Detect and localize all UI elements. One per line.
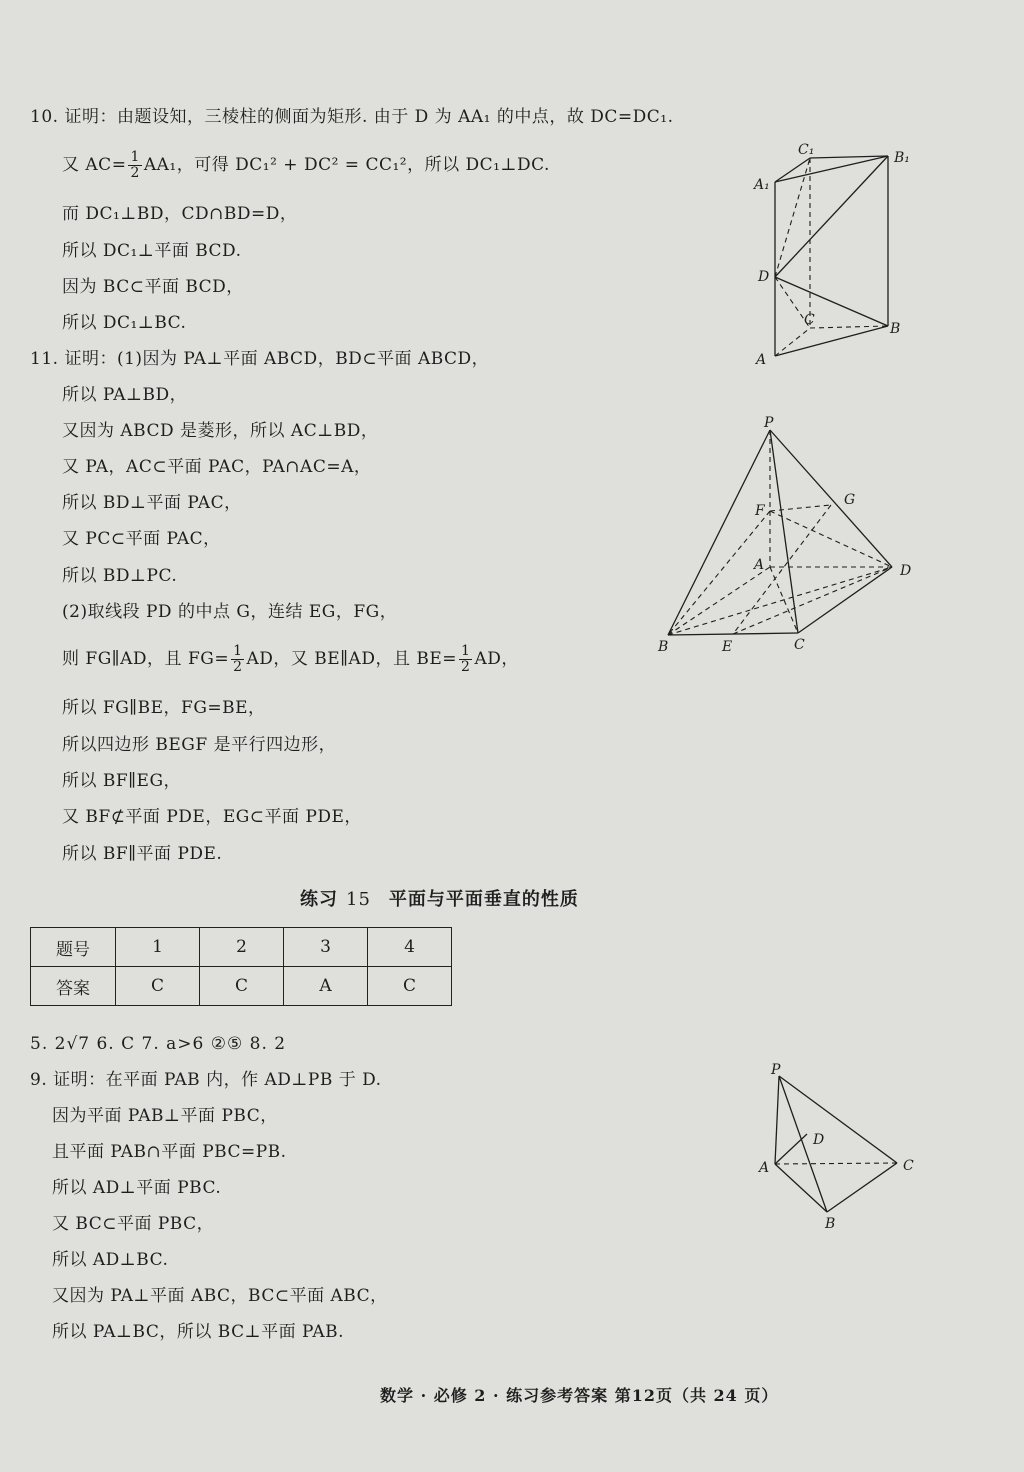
- p11-line-6: 又 PC⊂平面 PAC，: [62, 529, 221, 549]
- p10-line-5: 因为 BC⊂平面 BCD，: [62, 277, 244, 297]
- p11-line-1: 11. 证明：(1)因为 PA⊥平面 ABCD，BD⊂平面 ABCD，: [30, 349, 490, 369]
- edge-a-b: [775, 326, 888, 356]
- label-g: G: [844, 492, 856, 508]
- p11-line-10: 所以 FG∥BE，FG=BE，: [62, 698, 266, 718]
- label-p: P: [771, 1062, 781, 1078]
- edge-c-d: [798, 567, 892, 633]
- table-cell: 题号: [31, 928, 116, 967]
- label-b: B: [890, 321, 901, 337]
- p9-line-5: 又 BC⊂平面 PBC，: [52, 1214, 215, 1234]
- p11-line-12: 所以 BF∥EG，: [62, 771, 182, 791]
- short-answers: 5. 2√7 6. C 7. a>6 ②⑤ 8. 2: [30, 1034, 287, 1054]
- p11-line-14: 所以 BF∥平面 PDE.: [62, 844, 223, 864]
- label-b: B: [658, 639, 669, 655]
- edge-b-c: [827, 1163, 897, 1212]
- table-cell: C: [200, 967, 284, 1006]
- p11-line-4: 又 PA，AC⊂平面 PAC，PA∩AC=A，: [62, 457, 372, 477]
- edge-p-b: [668, 430, 770, 635]
- section-title: 练习 15 平面与平面垂直的性质: [300, 889, 579, 910]
- table-cell: 2: [200, 928, 284, 967]
- p9-line-6: 所以 AD⊥BC.: [52, 1250, 169, 1270]
- p10-line-6: 所以 DC₁⊥BC.: [62, 313, 187, 333]
- edge-c1-b1: [810, 156, 888, 158]
- edge-b-a: [668, 567, 770, 635]
- edge-f-g: [770, 505, 831, 511]
- prism-figure: [740, 130, 940, 380]
- label-a1: A₁: [754, 177, 770, 193]
- p11-line-8: (2)取线段 PD 的中点 G，连结 EG，FG，: [62, 602, 398, 622]
- p11-line-13: 又 BF⊄平面 PDE，EG⊂平面 PDE，: [62, 807, 362, 827]
- edge-c-b: [810, 326, 888, 328]
- label-b1: B₁: [894, 150, 910, 166]
- edge-a-c: [775, 1163, 897, 1164]
- tetrahedron-figure: [755, 1062, 925, 1232]
- label-c: C: [794, 637, 805, 653]
- label-d: D: [758, 269, 770, 285]
- label-a: A: [756, 352, 767, 368]
- label-f: F: [755, 503, 765, 519]
- edge-f-b: [668, 511, 770, 635]
- table-cell: 1: [116, 928, 200, 967]
- p10-line-1: 10. 证明：由题设知，三棱柱的侧面为矩形. 由于 D 为 AA₁ 的中点，故 DC=DC₁.: [30, 107, 674, 127]
- edge-a1-b1: [775, 156, 888, 182]
- label-d: D: [900, 563, 912, 579]
- p11-line-9b: AD，又 BE∥AD，且 BE=: [246, 649, 458, 669]
- p9-line-8: 所以 PA⊥BC，所以 BC⊥平面 PAB.: [52, 1322, 345, 1342]
- p10-line-2a: 又 AC=: [62, 155, 127, 175]
- label-e: E: [722, 639, 733, 655]
- table-cell: 3: [284, 928, 368, 967]
- fraction-half: $\frac{1}{2}$: [130, 149, 140, 181]
- p9-line-2: 因为平面 PAB⊥平面 PBC，: [52, 1106, 278, 1126]
- label-c: C: [804, 312, 815, 328]
- pyramid-figure: [650, 415, 930, 660]
- p10-line-2: [62, 150, 550, 181]
- edge-b-d: [668, 567, 892, 635]
- p10-line-2b: AA₁，可得 DC₁² + DC² = CC₁²，所以 DC₁⊥DC.: [143, 155, 550, 175]
- label-p: P: [764, 415, 774, 431]
- p11-line-7: 所以 BD⊥PC.: [62, 566, 178, 586]
- p11-line-9c: AD，: [474, 649, 519, 669]
- edge-e-d: [733, 567, 892, 634]
- table-cell: C: [368, 967, 452, 1006]
- p11-line-5: 所以 BD⊥平面 PAC，: [62, 493, 242, 513]
- p11-line-9: [62, 644, 519, 675]
- label-c: C: [903, 1158, 914, 1174]
- p11-line-3: 又因为 ABCD 是菱形，所以 AC⊥BD，: [62, 421, 379, 441]
- label-d: D: [813, 1132, 825, 1148]
- p11-line-11: 所以四边形 BEGF 是平行四边形，: [62, 735, 337, 755]
- fraction-half: $\frac{1}{2}$: [233, 643, 243, 675]
- label-b: B: [825, 1216, 836, 1232]
- p10-line-3: 而 DC₁⊥BD，CD∩BD=D，: [62, 204, 298, 224]
- p11-line-9a: 则 FG∥AD，且 FG=: [62, 649, 230, 669]
- table-cell: 答案: [31, 967, 116, 1006]
- table-cell: A: [284, 967, 368, 1006]
- edge-d-b1: [775, 156, 888, 277]
- table-cell: 4: [368, 928, 452, 967]
- label-a: A: [759, 1160, 770, 1176]
- edge-p-c: [779, 1076, 897, 1163]
- p9-line-7: 又因为 PA⊥平面 ABC，BC⊂平面 ABC，: [52, 1286, 388, 1306]
- p9-line-1: 9. 证明：在平面 PAB 内，作 AD⊥PB 于 D.: [30, 1070, 382, 1090]
- answer-table: [30, 927, 452, 1006]
- p11-line-2: 所以 PA⊥BD，: [62, 385, 188, 405]
- label-c1: C₁: [798, 142, 815, 158]
- edge-g-e: [733, 505, 831, 634]
- label-a: A: [754, 557, 765, 573]
- edge-p-a: [775, 1076, 779, 1164]
- table-row: [31, 928, 452, 967]
- edge-p-d: [770, 430, 892, 567]
- edge-a-d: [775, 1134, 807, 1164]
- p9-line-4: 所以 AD⊥平面 PBC.: [52, 1178, 222, 1198]
- table-cell: C: [116, 967, 200, 1006]
- table-row: [31, 967, 452, 1006]
- page-footer: 数学 · 必修 2 · 练习参考答案 第12页（共 24 页）: [380, 1386, 779, 1405]
- fraction-half: $\frac{1}{2}$: [461, 643, 471, 675]
- p9-line-3: 且平面 PAB∩平面 PBC=PB.: [52, 1142, 287, 1162]
- p10-line-4: 所以 DC₁⊥平面 BCD.: [62, 241, 242, 261]
